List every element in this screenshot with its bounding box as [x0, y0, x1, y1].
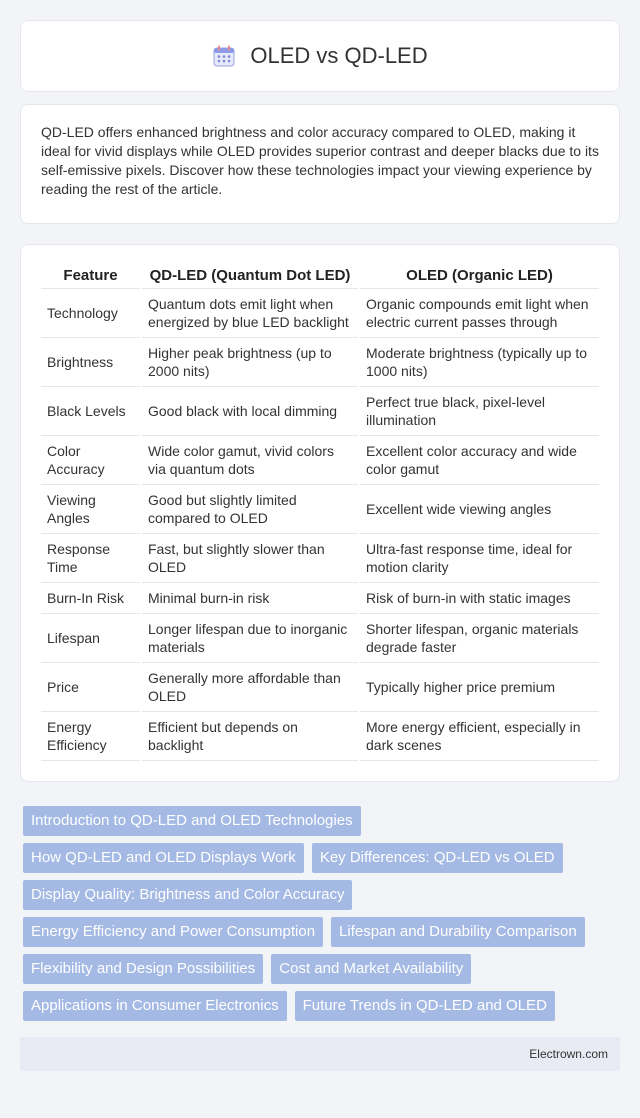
table-row: [41, 663, 599, 712]
cell-qdled: Quantum dots emit light when energized by blue LED backlight: [141, 289, 359, 338]
cell-qdled: Minimal burn-in risk: [141, 583, 359, 614]
comparison-table-card: [20, 244, 620, 782]
cell-feature: Brightness: [41, 338, 141, 387]
cell-feature: Technology: [41, 289, 141, 338]
table-row: [41, 338, 599, 387]
cell-feature: Energy Efficiency: [41, 712, 141, 761]
cell-qdled: Longer lifespan due to inorganic materials: [141, 614, 359, 663]
intro-text: QD-LED offers enhanced brightness and color accuracy compared to OLED, making it ideal for vivid displays while OLED provides superior contrast and deeper blacks due to its self-emissive pixels. Discover how these technologies impact your viewing experience by reading the rest of the article.: [41, 124, 599, 197]
related-links: [20, 806, 620, 1021]
cell-qdled: Good black with local dimming: [141, 387, 359, 436]
cell-qdled: Efficient but depends on backlight: [141, 712, 359, 761]
table-row: [41, 436, 599, 485]
header-card: [20, 20, 620, 92]
header-feature: Feature: [41, 263, 141, 289]
topic-link[interactable]: Applications in Consumer Electronics: [23, 991, 287, 1021]
cell-feature: Burn-In Risk: [41, 583, 141, 614]
table-row: [41, 289, 599, 338]
footer-site: Electrown.com: [529, 1047, 608, 1061]
cell-oled: More energy efficient, especially in dark scenes: [359, 712, 599, 761]
cell-feature: Price: [41, 663, 141, 712]
header-qdled: QD-LED (Quantum Dot LED): [141, 263, 359, 289]
page-title: OLED vs QD-LED: [250, 43, 428, 68]
comparison-table: [41, 263, 599, 761]
cell-feature: Lifespan: [41, 614, 141, 663]
topic-link[interactable]: Cost and Market Availability: [271, 954, 471, 984]
cell-feature: Color Accuracy: [41, 436, 141, 485]
table-row: [41, 534, 599, 583]
cell-qdled: Generally more affordable than OLED: [141, 663, 359, 712]
cell-feature: Viewing Angles: [41, 485, 141, 534]
cell-oled: Risk of burn-in with static images: [359, 583, 599, 614]
table-row: [41, 583, 599, 614]
table-header-row: [41, 263, 599, 289]
cell-oled: Moderate brightness (typically up to 1000 nits): [359, 338, 599, 387]
footer: [20, 1037, 620, 1071]
cell-qdled: Fast, but slightly slower than OLED: [141, 534, 359, 583]
cell-oled: Perfect true black, pixel-level illumination: [359, 387, 599, 436]
topic-link[interactable]: Display Quality: Brightness and Color Accuracy: [23, 880, 352, 910]
topic-link[interactable]: Introduction to QD-LED and OLED Technologies: [23, 806, 361, 836]
cell-qdled: Good but slightly limited compared to OLED: [141, 485, 359, 534]
cell-oled: Shorter lifespan, organic materials degrade faster: [359, 614, 599, 663]
topic-link[interactable]: Lifespan and Durability Comparison: [331, 917, 585, 947]
cell-oled: Typically higher price premium: [359, 663, 599, 712]
topic-link[interactable]: Flexibility and Design Possibilities: [23, 954, 263, 984]
cell-feature: Response Time: [41, 534, 141, 583]
cell-qdled: Higher peak brightness (up to 2000 nits): [141, 338, 359, 387]
cell-oled: Organic compounds emit light when electric current passes through: [359, 289, 599, 338]
topic-link[interactable]: How QD-LED and OLED Displays Work: [23, 843, 304, 873]
table-row: [41, 485, 599, 534]
topic-link[interactable]: Energy Efficiency and Power Consumption: [23, 917, 323, 947]
topic-link[interactable]: Future Trends in QD-LED and OLED: [295, 991, 555, 1021]
header-oled: OLED (Organic LED): [359, 263, 599, 289]
topic-link[interactable]: Key Differences: QD-LED vs OLED: [312, 843, 563, 873]
table-row: [41, 387, 599, 436]
cell-oled: Excellent wide viewing angles: [359, 485, 599, 534]
cell-oled: Ultra-fast response time, ideal for motion clarity: [359, 534, 599, 583]
cell-oled: Excellent color accuracy and wide color gamut: [359, 436, 599, 485]
cell-qdled: Wide color gamut, vivid colors via quantum dots: [141, 436, 359, 485]
table-row: [41, 614, 599, 663]
grid-calendar-icon: [212, 44, 236, 68]
cell-feature: Black Levels: [41, 387, 141, 436]
table-body: [41, 289, 599, 761]
table-row: [41, 712, 599, 761]
intro-card: [20, 104, 620, 224]
